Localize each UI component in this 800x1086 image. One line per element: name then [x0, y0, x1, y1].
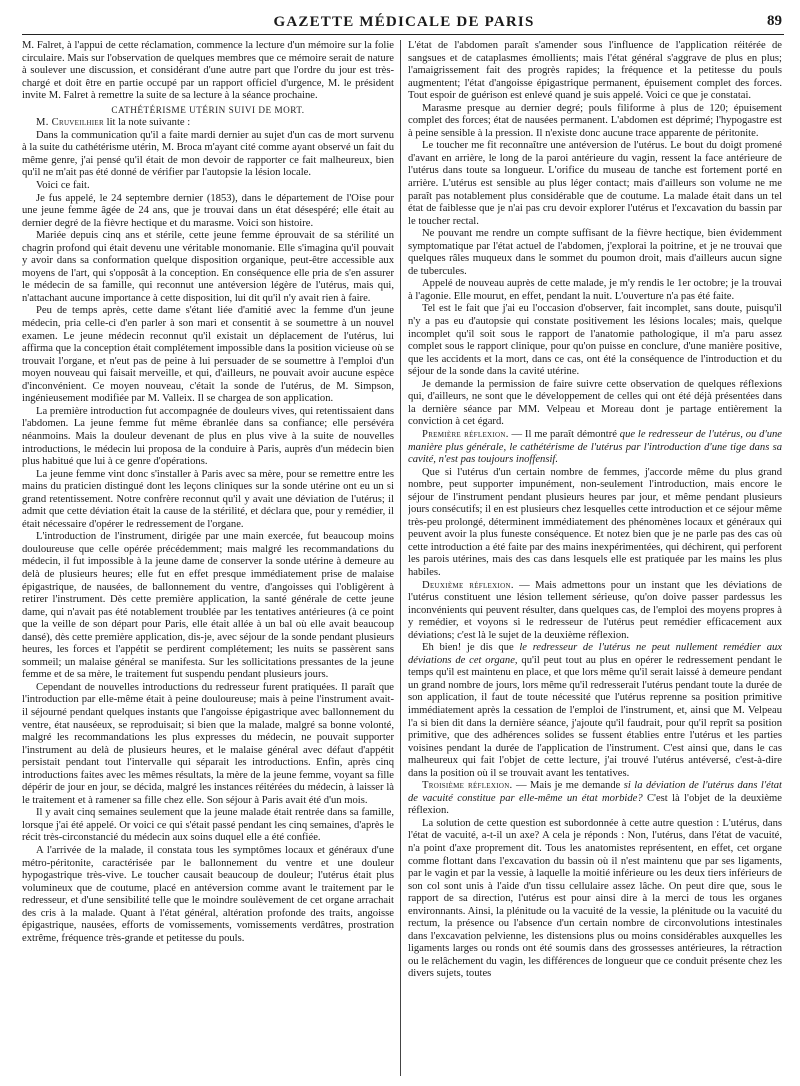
paragraph: La première introduction fut accompagnée de douleurs vives, qui retentissaient dans l'abdomen. La jeune femme fut même ébranlée dans sa confiance; elle persévéra néanmoins. Mais la douleur devenant de plus en plus vive à la suite de nouvelles introductions, le médecin lui proposa de la conduire à Paris, auprès d'un médecin bien plus habitué que lui à ce genre d'opérations.	[22, 405, 394, 468]
page-header	[26, 10, 782, 36]
paragraph: M. Falret, à l'appui de cette réclamation, commence la lecture d'un mémoire sur la folie circulaire. Mais sur l'observation de quelques membres que ce mémoire serait de nature à soulever une discussion, et considérant d'une autre part que l'ordre du jour est très-chargé et doit être en partie occupé par un rapport officiel d'urgence, M. le président invite M. Falret à remettre la suite de sa lecture à la séance prochaine.	[22, 40, 394, 102]
paragraph	[408, 429, 782, 467]
paragraph-text: — Mais je me demande	[512, 780, 624, 792]
paragraph: Je fus appelé, le 24 septembre dernier (1853), dans le département de l'Oise pour une jeune femme âgée de 24 ans, que je trouvai dans un état désespéré; elle était au dernier degré de la fièvre hectique et du marasme. Voici son histoire.	[22, 192, 394, 229]
paragraph: Mariée depuis cinq ans et stérile, cette jeune femme éprouvait de sa stérilité un chagrin profond qui était devenu une véritable monomanie. Elle s'imagina qu'il pouvait y avoir dans sa conformation quelque disposition organique, peut-être accessible aux moyens de l'art, qui s'opposât à la conception. En conséquence elle pria de s'en assurer le médecin de sa famille, qui reconnut une antéversion légère de l'utérus, mais qui, n'attachant aucune importance à cette disposition, lui dit qu'il n'y avait rien à faire.	[22, 230, 394, 304]
reflection-label: Première réflexion.	[422, 428, 509, 440]
paragraph-text: C'est là l'objet de la deuxième réflexion.	[408, 792, 782, 817]
paragraph: Marasme presque au dernier degré; pouls filiforme à plus de 120; épuisement complet des forces; état de nausées permanent. L'abdomen est déprimé; l'hypogastre est à peine sensible à la pression. Il n'existe donc aucune trace apparente de péritonite.	[408, 102, 782, 139]
journal-title: GAZETTE MÉDICALE DE PARIS	[273, 14, 535, 30]
paragraph-text: Eh bien! je dis que	[422, 642, 520, 654]
section-heading: CATHÉTÉRISME UTÉRIN SUIVI DE MORT.	[111, 104, 305, 115]
paragraph-text: lit la note suivante :	[103, 117, 191, 129]
speaker-name: M. Cruveilhier	[36, 117, 104, 129]
paragraph: Le toucher me fit reconnaître une antéversion de l'utérus. Le bout du doigt promené d'avant en arrière, le long de la paroi antérieure du vagin, ressent la face antérieure de l'utérus dans toute sa longueur. L'orifice du museau de tanche est fortement porté en arrière. L'utérus est sensible au plus léger contact; mais d'ailleurs son volume ne me paraît pas notablement plus considérable que de coutume. La malade était dans un tel état de faiblesse que je n'ai pas cru devoir explorer l'utérus et l'excavation du bassin par le toucher rectal.	[408, 140, 782, 227]
paragraph: Cependant de nouvelles introductions du redresseur furent pratiquées. Il paraît que l'introduction par elle-même était à peine douloureuse; mais à peine l'instrument avait-il séjourné pendant quelques instants que l'angoisse épigastrique avec ballonnement du ventre, état nauséeux, se reproduisait; si bien que la malade, malgré sa bonne volonté, malgré les recommandations les plus expresses du médecin, ne pouvait supporter l'instrument au delà de plusieurs heures, et le malaise général avec défaut d'appétit persistait pendant tout l'intervalle qui séparait les introductions. Enfin, après cinq introductions faites avec les mêmes résultats, la mère de la jeune femme, voyant sa fille dépérir de jour en jour, se décida, malgré les instances réitérées du médecin, à laisser là le traitement et à ramener sa fille chez elle. Son séjour à Paris avait été d'un mois.	[22, 681, 394, 806]
emphasis-text: si la déviation de l'utérus dans l'état de vacuité constitue par elle-même un état morbide?	[408, 780, 782, 804]
header-rule	[22, 34, 784, 35]
emphasis-text: que le redresseur de l'utérus, ou d'une manière plus générale, le cathétérisme de l'utérus par l'introduction d'une tige dans sa cavité, n'est pas toujours inoffensif.	[408, 428, 782, 466]
paragraph: Dans la communication qu'il a faite mardi dernier au sujet d'un cas de mort survenu à la suite du cathétérisme utérin, M. Broca m'ayant cité comme ayant observé un fait du même genre, j'ai pensé qu'il était de mon devoir de rapporter ce fait malheureux, bien qu'il ne m'ait pas été donné de vérifier par l'autopsie la lésion locale.	[22, 129, 394, 179]
paragraph	[408, 780, 782, 818]
paragraph: Voici ce fait.	[36, 180, 90, 192]
reflection-label: Deuxième réflexion.	[422, 579, 514, 591]
paragraph: Tel est le fait que j'ai eu l'occasion d'observer, fait incomplet, sans doute, puisqu'il n'y a pas eu d'autopsie qui constate positivement les lésions locales; mais, quelque incomplet qu'il soit sous le rapport de l'anatomie pathologique, il m'a paru assez complet sous le rapport clinique, pour qu'on puisse en conclure, d'une manière positive, que les accidents et la mort, dans ce cas, ont été la conséquence de l'introduction et du séjour de la sonde dans la cavité utérine.	[408, 303, 782, 378]
paragraph	[408, 642, 782, 780]
paragraph-text: qu'il peut tout au plus en opérer le redressement pendant le temps qu'il est maintenu en place, et que lors même qu'il serait laissé à demeure pendant un grand nombre de jours, lors même qu'il redresserait l'utérus pendant toute la durée de son application, il faut de toute nécessité que l'utérus reprenne sa position primitive immédiatement après la cessation de l'emploi de l'instrument, et, ainsi que M. Velpeau l'a si bien dit dans la dernière séance, j'ajoute qu'il faudrait, pour qu'il reprît sa position primitive, que des adhérences solides se fussent établies entre l'utérus et les parties voisines pendant la durée de l'application de l'instrument. C'est ainsi que, dans le cas malheureux qui fait l'objet de cette lecture, j'ai trouvé l'utérus antéversé, c'est-à-dire dans la position où il se trouvait avant les tentatives.	[408, 654, 782, 779]
paragraph: Que si l'utérus d'un certain nombre de femmes, j'accorde même du plus grand nombre, peut supporter impunément, non-seulement l'introduction, mais encore le séjour de l'instrument pendant plusieurs heures par jour, et même pendant plusieurs jours consécutifs; il en est plusieurs chez lesquelles cette introduction et ce séjour même très-peu prolongé, déterminent immédiatement des phénomènes locaux et généraux qui peuvent avoir la plus funeste conséquence. Et notez bien que je ne parle pas des cas où cette introduction a été faite par des mains inexpérimentées, qui déchirent, qui perforent les parois utérines, mais des cas dans lesquels elle est pratiquée par les mains les plus habiles.	[408, 466, 782, 578]
left-column	[22, 40, 394, 1076]
paragraph: A l'arrivée de la malade, il constata tous les symptômes locaux et généraux d'une métro-péritonite, caractérisée par le ballonnement du ventre et une douleur hypogastrique très-vive. Le toucher causait beaucoup de douleur; l'utérus était plus volumineux que de coutume, placé en antéversion comme avant le traitement par le redresseur, et d'une sensibilité telle que le moindre soulèvement de cet organe arrachait des cris à la malade. Quant à l'état général, altération profonde des traits, angoisse épigastrique, nausées, efforts de vomissements, vomissements verdâtres, prostration extrême, fréquence très-grande et petitesse du pouls.	[22, 845, 394, 944]
paragraph-text: — Mais admettons pour un instant que les déviations de l'utérus constituent une lésion tellement sérieuse, qu'on doive passer pardessus les inconvénients qui peuvent résulter, dans quelques cas, de l'emploi des moyens propres à y remédier, et voyons si le redresseur de l'utérus peut remédier efficacement aux déviations; c'est là le sujet de la deuxième réflexion.	[408, 579, 782, 641]
paragraph: Ne pouvant me rendre un compte suffisant de la fièvre hectique, bien évidemment symptomatique par l'état actuel de l'abdomen, j'explorai la poitrine, et je ne trouvai que quelques râles muqueux dans le sommet du poumon droit, mais d'ailleurs aucun signe de tubercules.	[408, 228, 782, 277]
emphasis-text: le redresseur de l'utérus ne peut nullement remédier aux déviations de cet organe,	[408, 642, 782, 666]
paragraph: Peu de temps après, cette dame s'étant liée d'amitié avec la femme d'un jeune médecin, pria celle-ci d'en parler à son mari et consentit à se soumettre à un nouvel examen. Le jeune médecin reconnut qu'il existait un déplacement de l'utérus, lui affirma que la conception était complétement impossible dans la position vicieuse où se trouvait l'organe, et n'eut pas de peine à lui persuader de se soumettre à l'emploi d'un moyen nouveau qui faisait merveille, et qui, d'ailleurs, ne pouvait avoir aucune espèce d'inconvénient. Ce moyen nouveau, c'était la sonde de l'utérus, de M. Simpson, ingénieusement modifiée par M. Valleix. Il se chargea de son application.	[22, 305, 394, 405]
paragraph: La solution de cette question est subordonnée à cette autre question : L'utérus, dans l'état de vacuité, a-t-il un axe? A cela je réponds : Non, l'utérus, dans l'état de vacuité, n'a point d'axe proprement dit. Tous les anatomistes représentent, en effet, cet organe comme flottant dans l'excavation du bassin où il n'est maintenu que par ses ligaments, par le vagin et par la vessie, à laquelle la moitié inférieure ou les deux tiers inférieurs de son col sont unis à l'aide d'un tissu cellulaire assez lâche. On peut dire que, sous le rapport de sa direction, l'utérus est pour ainsi dire à la merci de tous les organes environnants. Ainsi, la plénitude ou la vacuité de la vessie, la plénitude ou la vacuité du rectum, la présence ou l'absence d'un certain nombre de circonvolutions intestinales dans l'excavation pelvienne, les distensions plus ou moins considérables auxquelles les ligaments larges ou ronds ont été soumis dans des grossesses antérieures, la rétraction ou le relâchement du vagin, les différences de longueur que ce conduit présente chez les divers sujets, toutes	[408, 817, 782, 980]
paragraph: L'introduction de l'instrument, dirigée par une main exercée, fut beaucoup moins douloureuse que celle opérée précédemment; mais malgré les recommandations du médecin, il fut impossible à la jeune dame de conserver la sonde utérine à demeure au delà de plusieurs heures; elle fut en effet presque immédiatement prise de malaise épigastrique, de nausées, de ballonnement du ventre, d'angoisses qui l'obligèrent à retirer l'instrument. Dès cette première application, la santé générale de cette jeune dame, qui n'avait pas été notablement troublée par les tentatives antérieures (à ce point que la veille de son départ pour Paris, elle était allée à un bal où elle avait beaucoup dansé), dès cette première application, dis-je, avec séjour de la sonde pendant plusieurs heures, les forces et l'appétit se perdirent complétement; les nuits se passèrent sans sommeil; un malaise général se manifesta. Sur les sollicitations pressantes de la jeune femme et de sa mère, le traitement fut suspendu pendant plusieurs jours.	[22, 531, 394, 681]
paragraph	[22, 117, 394, 130]
paragraph: L'état de l'abdomen paraît s'amender sous l'influence de l'application réitérée de sangsues et de cataplasmes émollients; mais l'état général s'aggrave de plus en plus; l'amaigrissement fait des progrès rapides; la fréquence et la petitesse du pouls augmentent; l'état d'angoisse épigastrique permanent, épuisement complet des forces. Tout espoir de guérison est enlevé quand je suis appelé. Voici ce que je constatai.	[408, 40, 782, 102]
reflection-label: Troisième réflexion.	[422, 780, 513, 792]
column-divider	[400, 40, 401, 1076]
paragraph: Il y avait cinq semaines seulement que la jeune malade était rentrée dans sa famille, lorsque j'ai été appelé. Or voici ce qui s'était passé pendant les cinq semaines, d'après le récit très-circonstancié du médecin aux soins duquel elle a été confiée.	[22, 807, 394, 844]
page-number: 89	[767, 13, 782, 29]
paragraph-text: — Il me paraît démontré	[508, 428, 620, 440]
paragraph: La jeune femme vint donc s'installer à Paris avec sa mère, pour se remettre entre les mains du praticien distingué dont les leçons cliniques sur la sonde utérine ont eu un si grand retentissement. Notre confrère reconnut qu'il y avait une déviation de l'utérus; il admit que cette déviation était la cause de la stérilité, et déclara que, pour y remédier, il était nécessaire d'opérer le redressement de l'organe.	[22, 468, 394, 530]
paragraph: Je demande la permission de faire suivre cette observation de quelques réflexions qui, d'ailleurs, ne sont que le développement de celles qui ont été déjà présentées dans la dernière séance par MM. Velpeau et Moreau dont je partage entièrement la conviction à cet égard.	[408, 378, 782, 428]
paragraph: Appelé de nouveau auprès de cette malade, je m'y rendis le 1er octobre; je la trouvai à l'agonie. Elle mourut, en effet, pendant la nuit. L'ouverture n'a pas été faite.	[408, 278, 782, 302]
right-column	[408, 40, 782, 1076]
paragraph	[408, 580, 782, 643]
